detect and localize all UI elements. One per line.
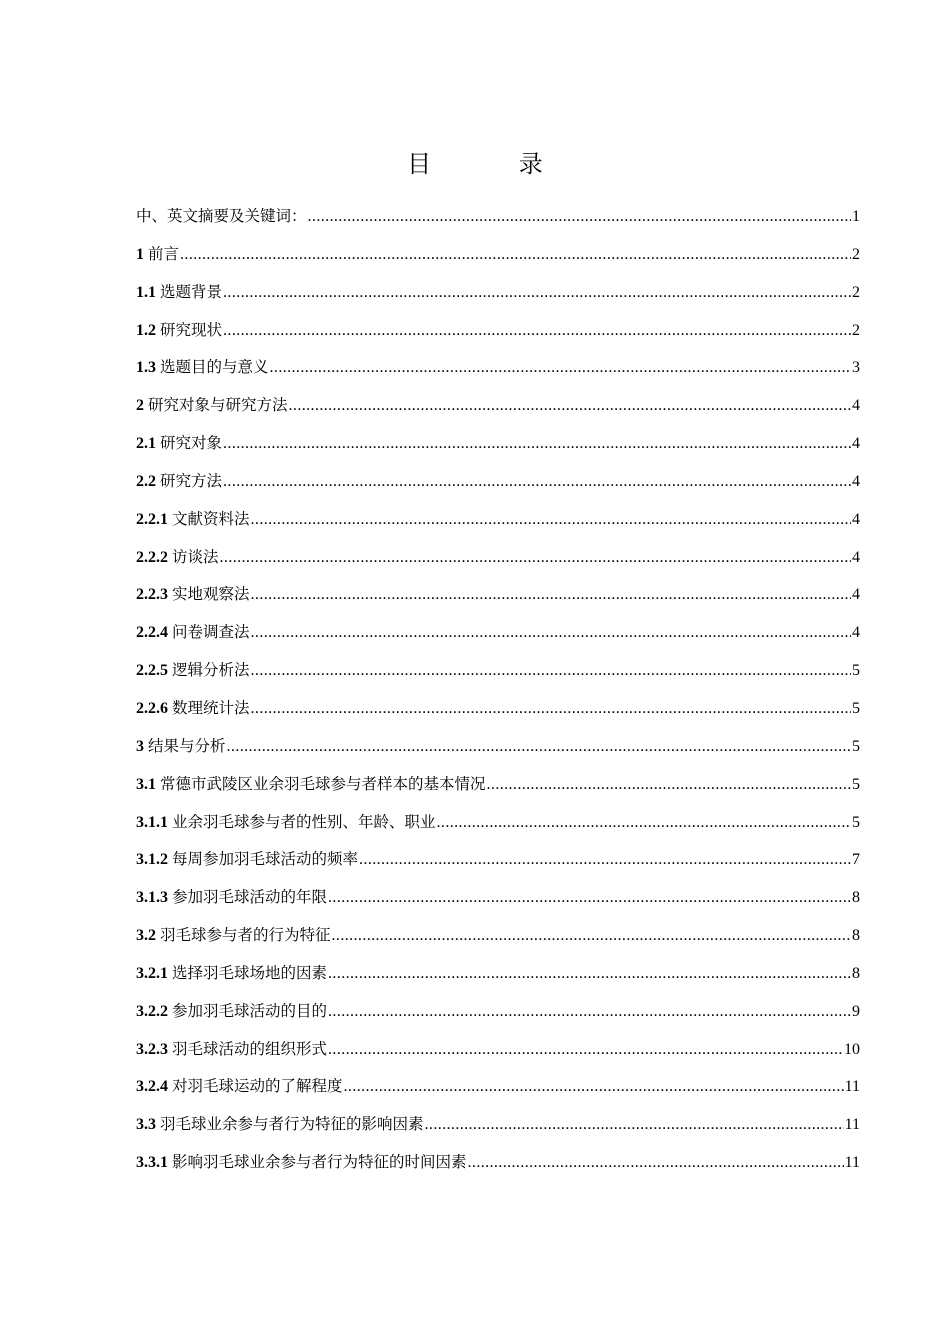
toc-entry-page-number: 3 xyxy=(852,359,860,377)
toc-entry[interactable] xyxy=(136,425,860,463)
toc-entry-number: 3.1.1 xyxy=(136,813,168,831)
toc-entry-title: 研究对象与研究方法 xyxy=(148,396,288,415)
toc-dot-leader xyxy=(425,1106,844,1144)
toc-entry-number: 1 xyxy=(136,245,144,263)
toc-entry[interactable] xyxy=(136,955,860,993)
toc-dot-leader xyxy=(328,955,851,993)
toc-entry-title: 羽毛球活动的组织形式 xyxy=(172,1039,328,1058)
toc-entry-title: 研究方法 xyxy=(160,471,223,490)
toc-entry-page-number: 2 xyxy=(852,245,860,263)
toc-dot-leader xyxy=(437,804,851,842)
toc-entry[interactable] xyxy=(136,236,860,274)
toc-entry[interactable] xyxy=(136,841,860,879)
toc-entry-title: 参加羽毛球活动的目的 xyxy=(172,1001,328,1020)
toc-entry-page-number: 4 xyxy=(852,586,860,604)
toc-entry-number: 2.2.6 xyxy=(136,699,168,717)
toc-entry[interactable] xyxy=(136,349,860,387)
toc-entry-number: 3.2.3 xyxy=(136,1040,168,1058)
toc-entry-page-number: 5 xyxy=(852,813,860,831)
toc-dot-leader xyxy=(344,1068,844,1106)
toc-entry-number: 1.2 xyxy=(136,321,156,339)
toc-entry-title: 文献资料法 xyxy=(172,509,250,528)
toc-dot-leader xyxy=(251,576,851,614)
toc-entry-number: 3.1.2 xyxy=(136,851,168,869)
toc-entry-page-number: 11 xyxy=(844,1078,860,1096)
toc-entry[interactable] xyxy=(136,1068,860,1106)
toc-entry[interactable] xyxy=(136,879,860,917)
toc-entry-page-number: 4 xyxy=(852,397,860,415)
toc-dot-leader xyxy=(270,349,851,387)
toc-entry-page-number: 4 xyxy=(852,435,860,453)
toc-entry-number: 2.1 xyxy=(136,435,156,453)
toc-entry[interactable] xyxy=(136,1106,860,1144)
toc-entry[interactable] xyxy=(136,274,860,312)
toc-entry[interactable] xyxy=(136,463,860,501)
toc-entry-page-number: 2 xyxy=(852,283,860,301)
toc-entry-number: 1.1 xyxy=(136,283,156,301)
toc-entry-number: 3.2.2 xyxy=(136,1002,168,1020)
toc-dot-leader xyxy=(223,312,851,350)
toc-entry-page-number: 10 xyxy=(844,1040,860,1058)
toc-entry-page-number: 11 xyxy=(844,1154,860,1172)
toc-dot-leader xyxy=(468,1144,844,1182)
toc-entry[interactable] xyxy=(136,576,860,614)
toc-entry-number: 3.2.1 xyxy=(136,964,168,982)
toc-dot-leader xyxy=(308,198,851,236)
toc-entry-page-number: 5 xyxy=(852,699,860,717)
toc-entry-number: 2.2.5 xyxy=(136,662,168,680)
toc-entry[interactable] xyxy=(136,917,860,955)
toc-dot-leader xyxy=(223,463,851,501)
toc-dot-leader xyxy=(487,766,851,804)
toc-entry-number: 2.2 xyxy=(136,472,156,490)
toc-entry-number: 2.2.4 xyxy=(136,624,168,642)
toc-dot-leader xyxy=(359,841,851,879)
toc-entry[interactable] xyxy=(136,539,860,577)
toc-entry-number: 3.1.3 xyxy=(136,889,168,907)
toc-dot-leader xyxy=(251,614,851,652)
toc-entry-number: 3 xyxy=(136,737,144,755)
toc-entry-title: 研究现状 xyxy=(160,320,223,339)
toc-entry[interactable] xyxy=(136,690,860,728)
toc-entry-title: 选题背景 xyxy=(160,282,223,301)
toc-entry-page-number: 4 xyxy=(852,472,860,490)
toc-entry-number: 3.3.1 xyxy=(136,1154,168,1172)
toc-dot-leader xyxy=(251,501,851,539)
toc-entry[interactable] xyxy=(136,728,860,766)
toc-entry-number: 3.2.4 xyxy=(136,1078,168,1096)
toc-dot-leader xyxy=(332,917,851,955)
toc-dot-leader xyxy=(251,690,851,728)
toc-entry-title: 羽毛球业余参与者行为特征的影响因素 xyxy=(160,1115,424,1134)
toc-entry-number: 1.3 xyxy=(136,359,156,377)
toc-entry-title: 常德市武陵区业余羽毛球参与者样本的基本情况 xyxy=(160,774,486,793)
toc-entry-title: 羽毛球参与者的行为特征 xyxy=(160,926,331,945)
toc-entry-page-number: 7 xyxy=(852,851,860,869)
toc-entry-page-number: 4 xyxy=(852,624,860,642)
toc-entry[interactable] xyxy=(136,1031,860,1069)
toc-entry-page-number: 5 xyxy=(852,662,860,680)
toc-dot-leader xyxy=(328,879,851,917)
toc-dot-leader xyxy=(289,387,851,425)
toc-entry-page-number: 11 xyxy=(844,1116,860,1134)
toc-entry-number: 2.2.2 xyxy=(136,548,168,566)
toc-entry-page-number: 4 xyxy=(852,548,860,566)
toc-entry[interactable] xyxy=(136,993,860,1031)
toc-entry-title: 访谈法 xyxy=(172,547,219,566)
toc-list xyxy=(136,198,860,1182)
toc-entry[interactable] xyxy=(136,501,860,539)
toc-entry-page-number: 8 xyxy=(852,889,860,907)
toc-entry-title: 参加羽毛球活动的年限 xyxy=(172,888,328,907)
toc-entry-page-number: 8 xyxy=(852,927,860,945)
toc-entry[interactable] xyxy=(136,198,860,236)
toc-entry-title: 逻辑分析法 xyxy=(172,661,250,680)
toc-entry-title: 前言 xyxy=(148,244,180,263)
toc-dot-leader xyxy=(220,539,851,577)
toc-entry[interactable] xyxy=(136,766,860,804)
toc-entry-number: 3.3 xyxy=(136,1116,156,1134)
toc-entry-title: 对羽毛球运动的了解程度 xyxy=(172,1077,343,1096)
toc-dot-leader xyxy=(328,993,851,1031)
toc-entry[interactable] xyxy=(136,312,860,350)
toc-entry[interactable] xyxy=(136,387,860,425)
toc-entry-number: 2.2.3 xyxy=(136,586,168,604)
toc-entry-page-number: 8 xyxy=(852,964,860,982)
toc-entry[interactable] xyxy=(136,1144,860,1182)
toc-entry-number: 2 xyxy=(136,397,144,415)
toc-dot-leader xyxy=(223,274,851,312)
toc-entry[interactable] xyxy=(136,804,860,842)
toc-entry-page-number: 1 xyxy=(852,208,860,225)
toc-entry-title: 结果与分析 xyxy=(148,736,226,755)
toc-entry[interactable] xyxy=(136,614,860,652)
toc-entry-page-number: 2 xyxy=(852,321,860,339)
toc-dot-leader xyxy=(251,652,851,690)
toc-entry-title: 实地观察法 xyxy=(172,585,250,604)
toc-entry-title: 影响羽毛球业余参与者行为特征的时间因素 xyxy=(172,1153,467,1172)
toc-entry-page-number: 5 xyxy=(852,775,860,793)
toc-entry-number: 3.2 xyxy=(136,927,156,945)
toc-entry-title: 选题目的与意义 xyxy=(160,358,269,377)
toc-entry-number: 2.2.1 xyxy=(136,510,168,528)
toc-entry-title: 问卷调查法 xyxy=(172,623,250,642)
toc-dot-leader xyxy=(227,728,851,766)
toc-entry[interactable] xyxy=(136,652,860,690)
toc-dot-leader xyxy=(180,236,851,274)
toc-title: 目 录 xyxy=(407,150,583,178)
toc-entry-title: 业余羽毛球参与者的性别、年龄、职业 xyxy=(172,812,436,831)
toc-entry-title: 选择羽毛球场地的因素 xyxy=(172,963,328,982)
toc-entry-title: 研究对象 xyxy=(160,434,223,453)
toc-entry-title: 数理统计法 xyxy=(172,698,250,717)
toc-entry-title: 每周参加羽毛球活动的频率 xyxy=(172,850,359,869)
toc-entry-title: 中、英文摘要及关键词： xyxy=(136,207,307,225)
toc-dot-leader xyxy=(328,1031,843,1069)
toc-entry-page-number: 4 xyxy=(852,510,860,528)
toc-dot-leader xyxy=(223,425,851,463)
toc-entry-number: 3.1 xyxy=(136,775,156,793)
toc-entry-page-number: 9 xyxy=(852,1002,860,1020)
toc-entry-page-number: 5 xyxy=(852,737,860,755)
